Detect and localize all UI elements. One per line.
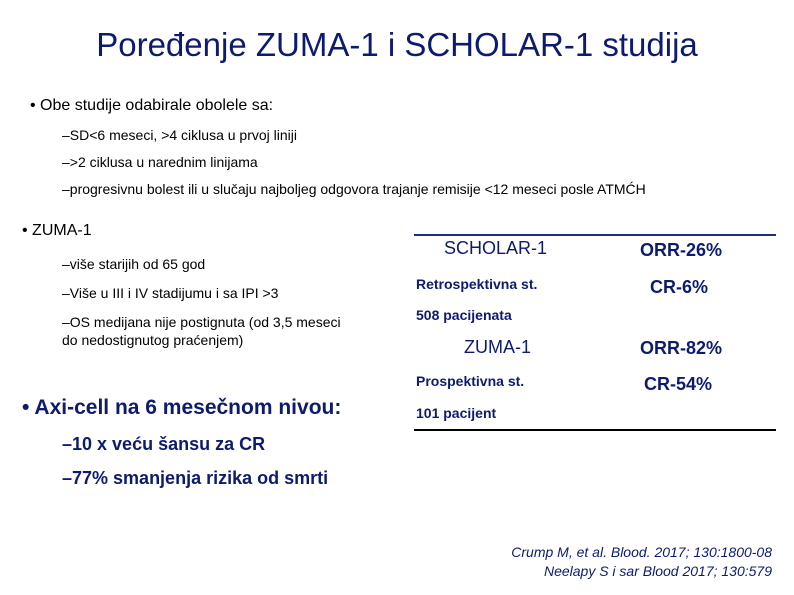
criteria-item: –progresivnu bolest ili u slučaju najboljeg odgovora trajanje remisije <12 meseci posle ATMĆH — [62, 181, 646, 197]
axicell-item: –10 x veću šansu za CR — [62, 434, 266, 454]
zuma-heading: • ZUMA-1 — [22, 222, 92, 239]
references — [511, 543, 772, 581]
zuma-item: –OS medijana nije postignuta (od 3,5 meseci — [62, 314, 341, 330]
orr-zuma: ORR-82% — [640, 338, 723, 358]
criteria-item: –>2 ciklusa u narednim linijama — [62, 154, 258, 170]
comparison-table — [414, 234, 776, 431]
reference-line: Crump M, et al. Blood. 2017; 130:1800-08 — [511, 544, 772, 560]
table-top-rule — [414, 234, 776, 236]
criteria-heading: • Obe studije odabirale obolele sa: — [30, 97, 274, 114]
design-zuma: Prospektivna st. — [416, 373, 525, 389]
page-title: Poređenje ZUMA-1 i SCHOLAR-1 studija — [96, 26, 698, 63]
reference-line: Neelapy S i sar Blood 2017; 130:579 — [543, 563, 772, 579]
study-name-scholar: SCHOLAR-1 — [444, 238, 548, 258]
zuma-item: –Više u III i IV stadijumu i sa IPI >3 — [62, 285, 279, 301]
table-bottom-rule — [414, 429, 776, 431]
criteria-item: –SD<6 meseci, >4 ciklusa u prvoj liniji — [62, 127, 297, 143]
cr-scholar: CR-6% — [650, 277, 709, 297]
axicell-heading: • Axi-cell na 6 mesečnom nivou: — [22, 396, 342, 419]
patients-scholar: 508 pacijenata — [416, 307, 512, 323]
study-name-zuma: ZUMA-1 — [464, 337, 531, 357]
design-scholar: Retrospektivna st. — [416, 276, 538, 292]
axicell-item: –77% smanjenja rizika od smrti — [62, 468, 329, 488]
patients-zuma: 101 pacijent — [416, 405, 497, 421]
zuma-item: do nedostignutog praćenjem) — [62, 332, 244, 348]
zuma-item: –više starijih od 65 god — [62, 256, 206, 272]
orr-scholar: ORR-26% — [640, 240, 723, 260]
cr-zuma: CR-54% — [644, 374, 713, 394]
